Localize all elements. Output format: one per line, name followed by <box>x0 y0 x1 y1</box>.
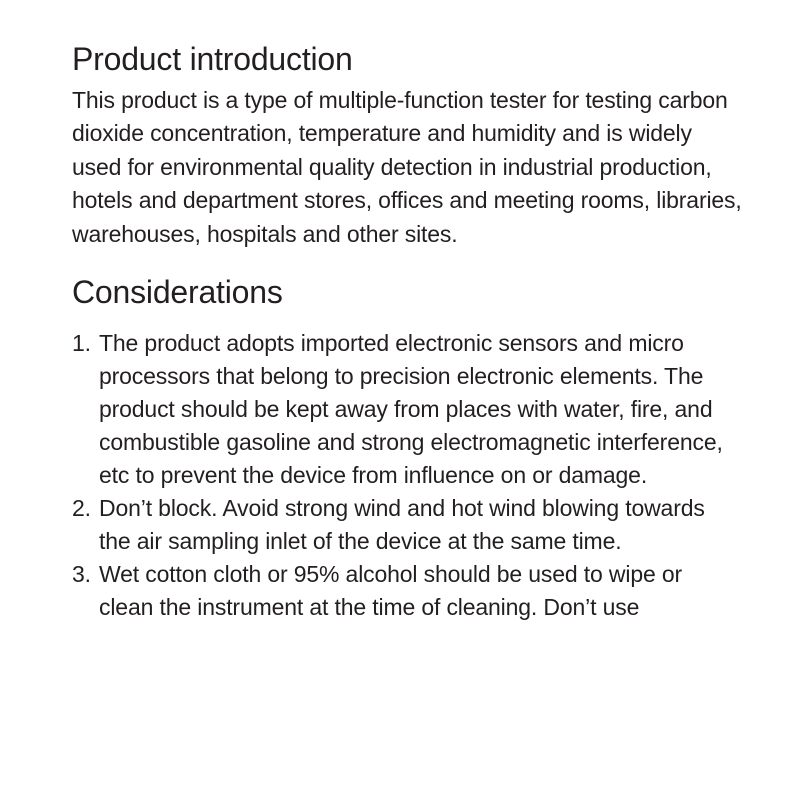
list-item-text: Wet cotton cloth or 95% alcohol should be used to wipe or clean the instrument at the time of cleaning. Don’t use <box>99 561 682 621</box>
product-introduction-text: This product is a type of multiple-function tester for testing carbon dioxide concentration, temperature and humidity and is widely used for environmental quality detection in industrial production, hotels and department stores, offices and meeting rooms, libraries, warehouses, hospitals and other sites. <box>72 87 742 247</box>
document-page <box>72 38 742 624</box>
list-item-text: The product adopts imported electronic sensors and micro processors that belong to precision electronic elements. The product should be kept away from places with water, fire, and combustible gasoline and strong electromagnetic interference, etc to prevent the device from influence on or damage. <box>99 330 723 489</box>
list-item-text: Don’t block. Avoid strong wind and hot wind blowing towards the air sampling inlet of the device at the same time. <box>99 495 705 555</box>
considerations-heading: Considerations <box>72 274 283 311</box>
list-item <box>72 558 742 624</box>
list-item <box>72 327 742 492</box>
list-item-number: 3. <box>72 561 91 588</box>
list-item <box>72 492 742 558</box>
list-item-number: 1. <box>72 330 91 357</box>
list-item-number: 2. <box>72 495 91 522</box>
product-introduction-heading: Product introduction <box>72 41 353 77</box>
considerations-list <box>72 327 742 624</box>
